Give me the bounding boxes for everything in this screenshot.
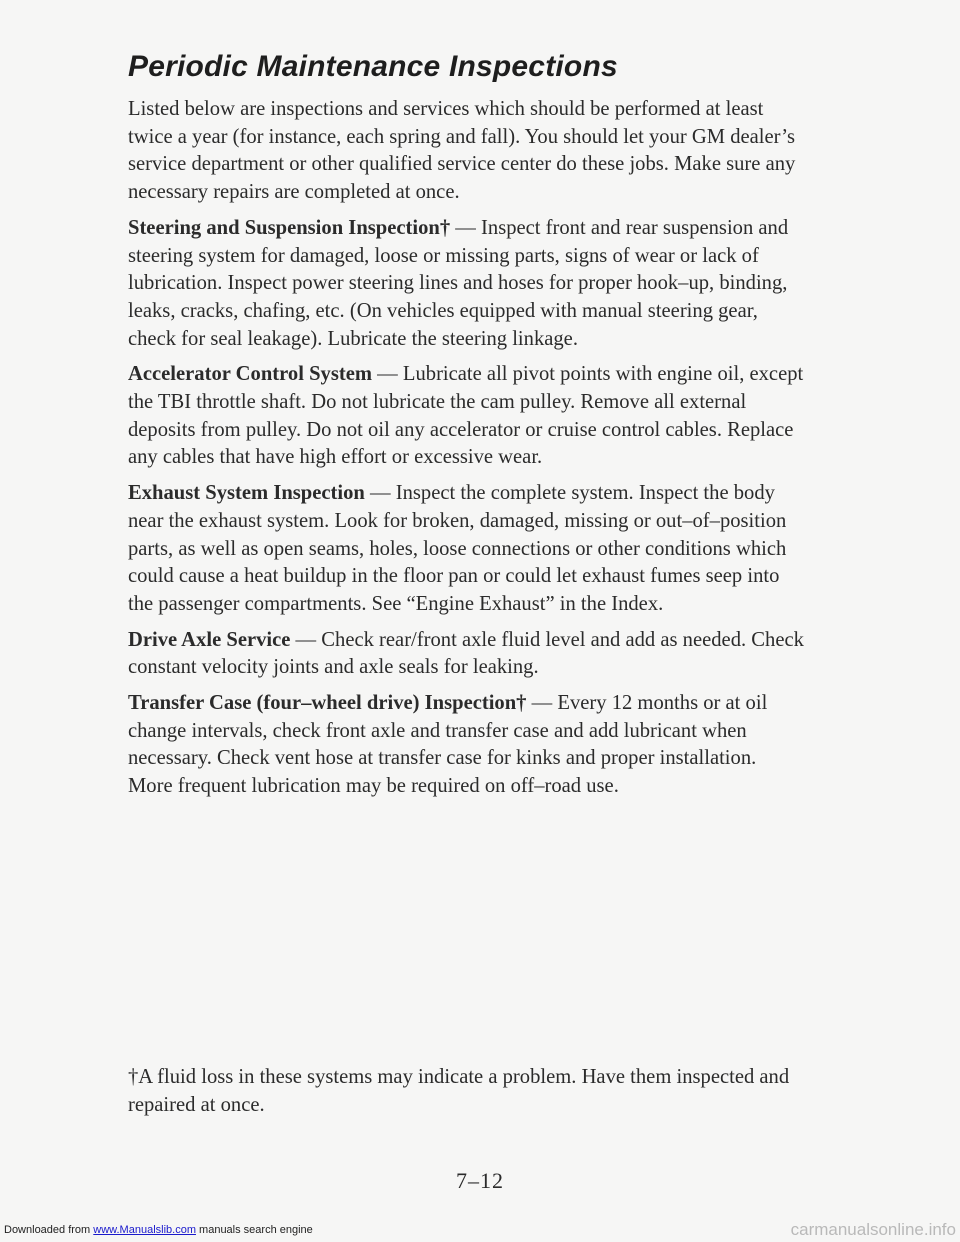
item-term: Accelerator Control System: [128, 363, 372, 386]
item-text: — Lubricate all pivot points with engine oil, except the TBI throttle shaft. Do not lubricate the cam pulley. Remove all external deposits from pulley. Do not oil any accelerator or cruise control cables. Replace any cables that have high effort or excessive wear.: [128, 363, 804, 469]
page-number: 7–12: [456, 1168, 504, 1193]
page-title: Periodic Maintenance Inspections: [128, 50, 618, 83]
watermark-prefix: Downloaded from: [4, 1224, 94, 1236]
item-accelerator-control: [128, 361, 804, 472]
watermark-suffix: manuals search engine: [195, 1224, 313, 1236]
manualslib-link[interactable]: www.Manualslib.com: [93, 1224, 196, 1236]
footnote: †A fluid loss in these systems may indicate a problem. Have them inspected and repaired at once.: [128, 1066, 790, 1116]
item-transfer-case: [128, 690, 804, 801]
intro-paragraph: Listed below are inspections and services which should be performed at least twice a year (for instance, each spring and fall). You should let your GM dealer’s service department or other qualified service center do these jobs. Make sure any necessary repairs are completed at once.: [128, 98, 796, 204]
item-text: — Every 12 months or at oil change intervals, check front axle and transfer case and add lubricant when necessary. Check vent hose at transfer case for kinks and proper installation. More frequent lubrication may be required on off–road use.: [128, 692, 768, 798]
item-text: — Inspect the complete system. Inspect the body near the exhaust system. Look for broken, damaged, missing or out–of–position parts, as well as open seams, holes, loose connections or other conditions which could cause a heat buildup in the floor pan or could let exhaust fumes seep into the passenger compartments. See “Engine Exhaust” in the Index.: [128, 482, 787, 615]
page-content: [128, 96, 804, 809]
site-watermark: carmanualsonline.info: [790, 1220, 956, 1239]
item-term: Exhaust System Inspection: [128, 482, 365, 505]
item-steering-suspension: [128, 215, 804, 354]
item-text: — Check rear/front axle fluid level and add as needed. Check constant velocity joints and axle seals for leaking.: [128, 628, 804, 679]
item-term: Steering and Suspension Inspection†: [128, 216, 451, 239]
download-watermark: [4, 1224, 313, 1236]
item-text: — Inspect front and rear suspension and steering system for damaged, loose or missing parts, signs of wear or lack of lubrication. Inspect power steering lines and hoses for proper hook–up, binding, leaks, cracks, chafing, etc. (On vehicles equipped with manual steering gear, check for seal leakage). Lubricate the steering linkage.: [128, 216, 789, 350]
item-term: Transfer Case (four–wheel drive) Inspection†: [128, 692, 527, 715]
item-drive-axle: [128, 627, 804, 682]
item-exhaust-system: [128, 480, 804, 619]
item-term: Drive Axle Service: [128, 628, 291, 651]
